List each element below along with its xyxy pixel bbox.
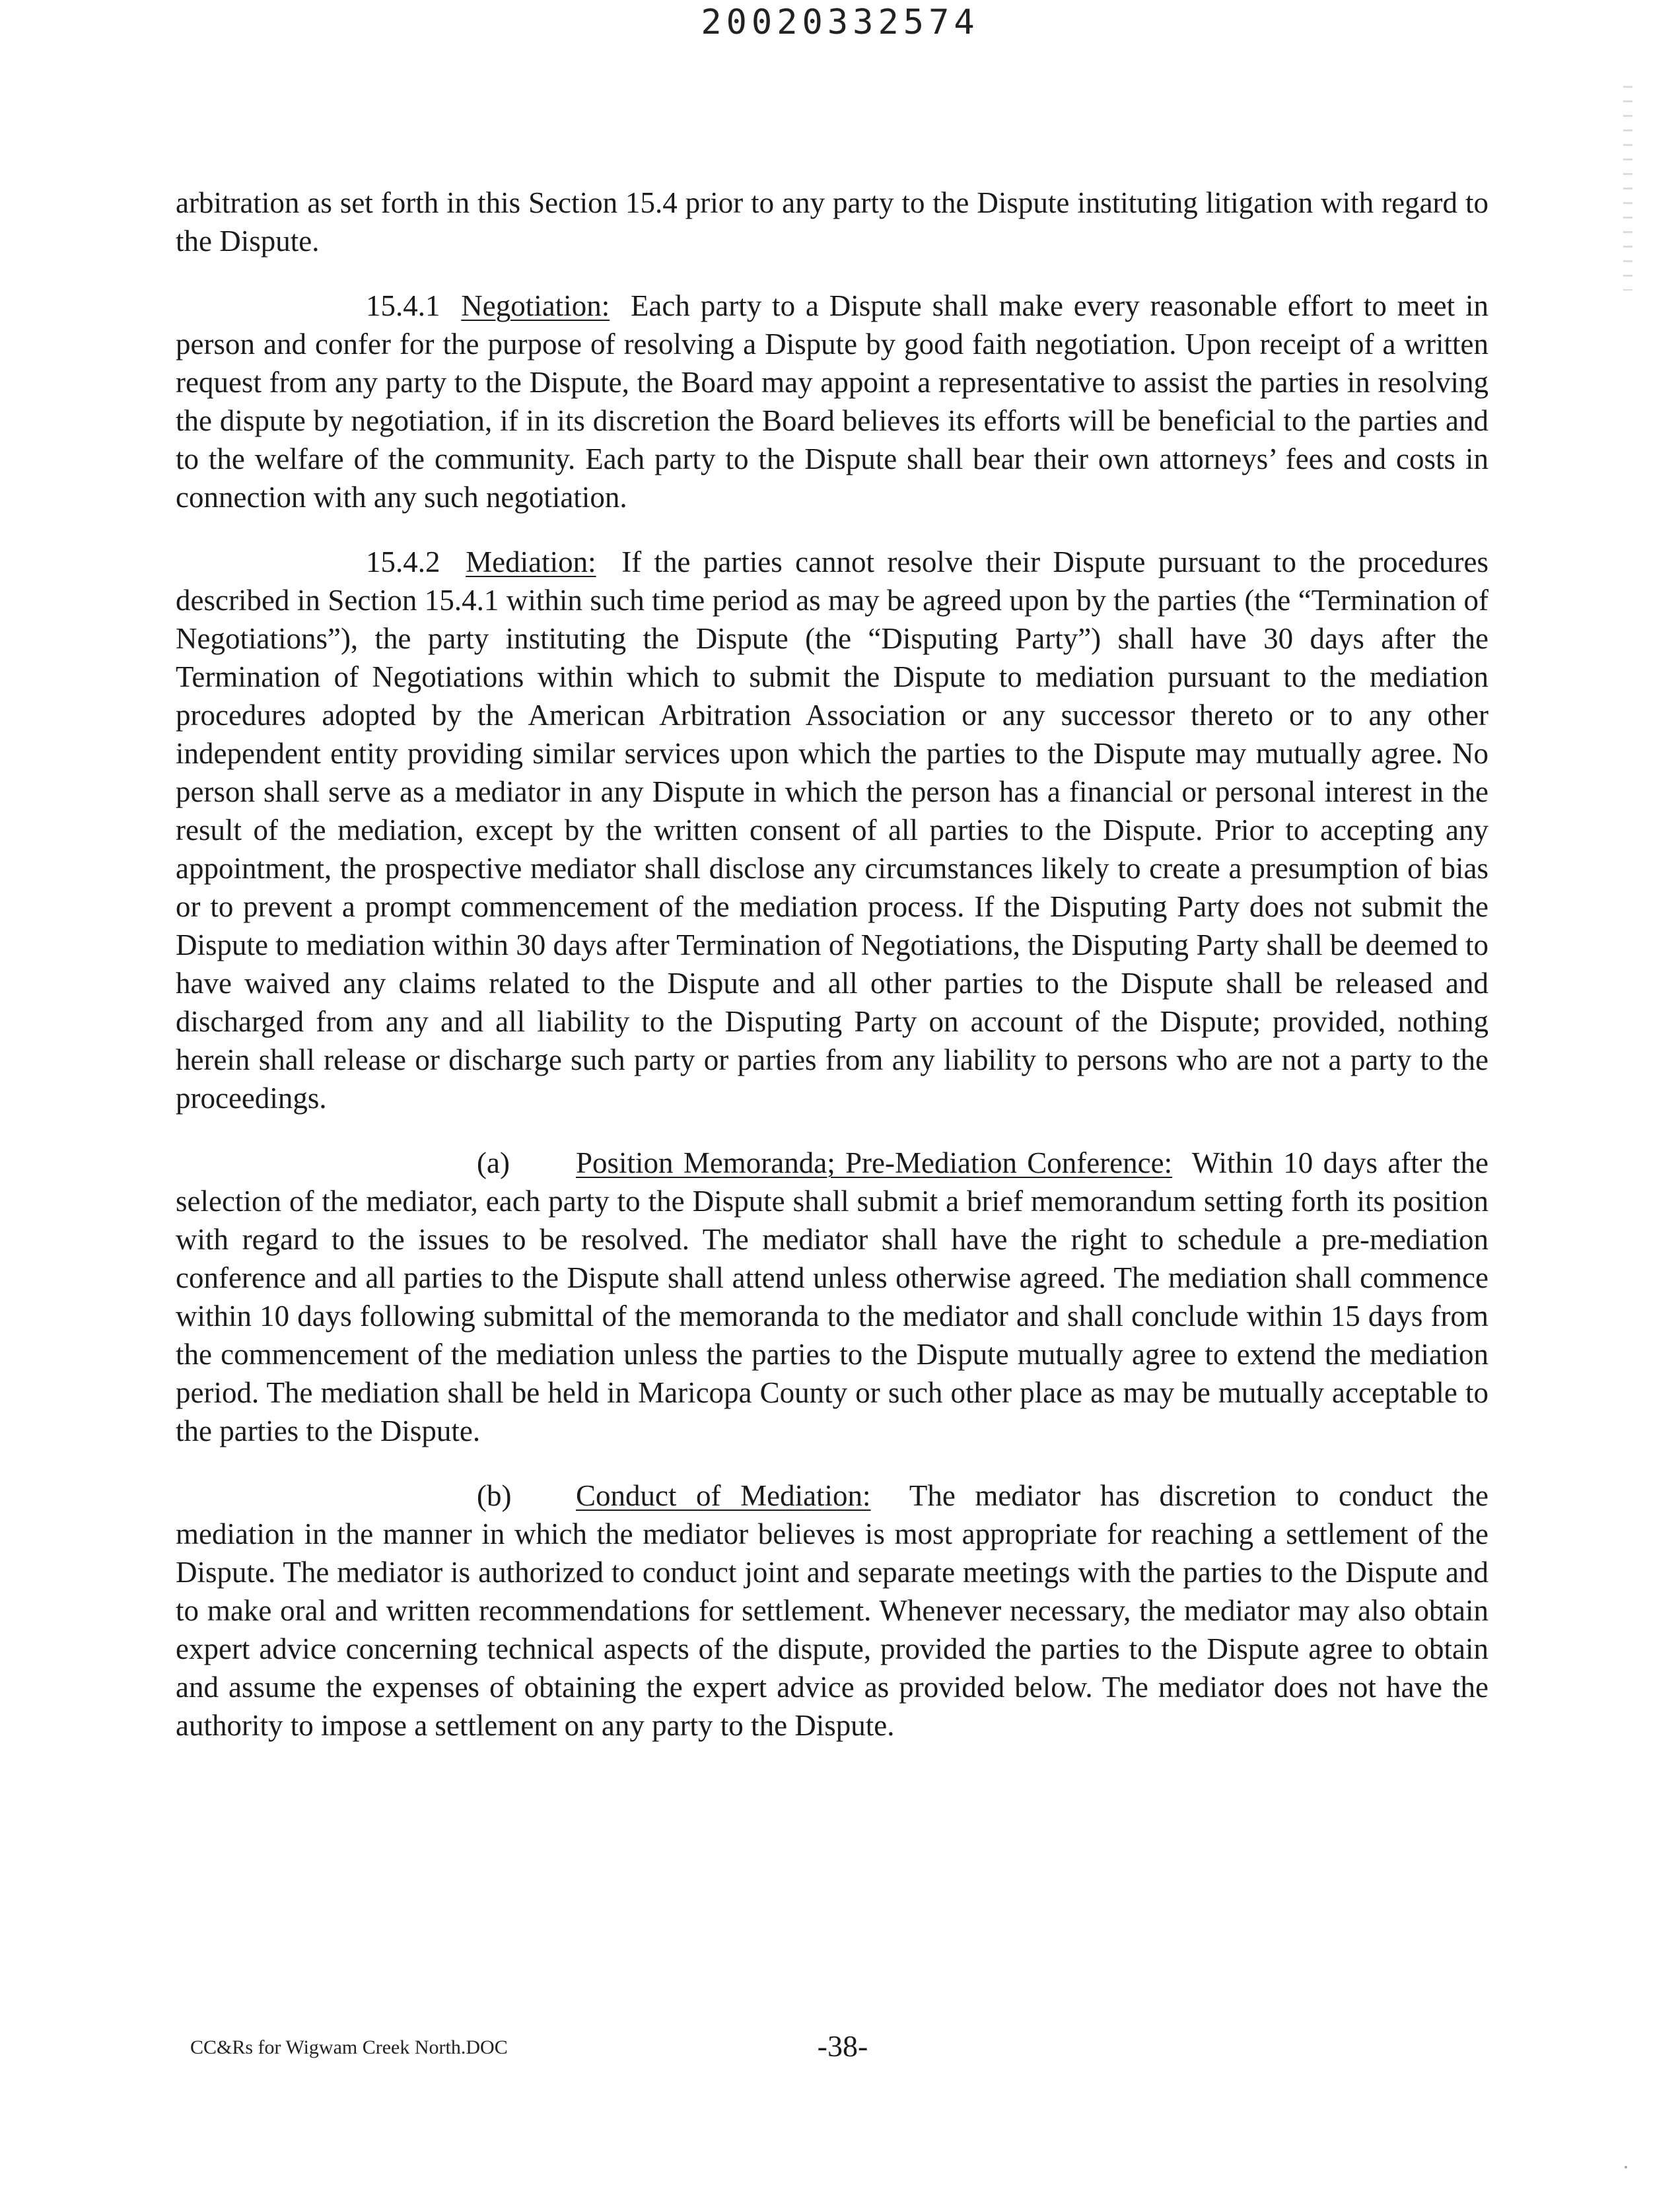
section-15-4-1-paragraph [176, 287, 1488, 516]
subsection-text: The mediator has discretion to conduct the mediation in the manner in which the mediator believes is most appropriate for reaching a settlement of the Dispute. The mediator is authorized to conduct joint and separate meetings with the parties to the Dispute and to make oral and written recommendations for settlement. Whenever necessary, the mediator may also obtain expert advice concerning technical aspects of the dispute, provided the parties to the Dispute agree to obtain and assume the expenses of obtaining the expert advice as provided below. The mediator does not have the authority to impose a settlement on any party to the Dispute. [176, 1479, 1489, 1742]
subsection-heading-position-memoranda: Position Memoranda; Pre-Mediation Conference: [576, 1146, 1173, 1179]
section-number: 15.4.1 [366, 289, 440, 322]
section-number: 15.4.2 [366, 545, 440, 578]
footer-page-number: -38- [817, 2029, 868, 2063]
subsection-heading-conduct-of-mediation: Conduct of Mediation: [576, 1479, 871, 1512]
subsection-letter: (a) [477, 1146, 510, 1179]
section-text: If the parties cannot resolve their Dispute pursuant to the procedures described in Section 15.4.1 within such time period as may be agreed upon by the parties (the “Termination of Negotiations”), the party instituting the Dispute (the “Disputing Party”) shall have 30 days after the Termination of Negotiations within which to submit the Dispute to mediation pursuant to the mediation procedures adopted by the American Arbitration Association or any successor thereto or to any other independent entity providing similar services upon which the parties to the Dispute may mutually agree. No person shall serve as a mediator in any Dispute in which the person has a financial or personal interest in the result of the mediation, except by the written consent of all parties to the Dispute. Prior to accepting any appointment, the prospective mediator shall disclose any circumstances likely to create a presumption of bias or to prevent a prompt commencement of the mediation process. If the Disputing Party does not submit the Dispute to mediation within 30 days after Termination of Negotiations, the Disputing Party shall be deemed to have waived any claims related to the Dispute and all other parties to the Dispute shall be released and discharged from any and all liability to the Disputing Party on account of the Dispute; provided, nothing herein shall release or discharge such party or parties from any liability to persons who are not a party to the proceedings. [176, 545, 1489, 1115]
section-15-4-2-paragraph [176, 543, 1488, 1117]
subsection-a-paragraph [176, 1144, 1488, 1450]
subsection-b-paragraph [176, 1476, 1488, 1745]
scan-artifact-dot [1625, 2166, 1627, 2169]
scan-artifact-marks [1623, 86, 1632, 291]
footer-file-name: CC&Rs for Wigwam Creek North.DOC [190, 2036, 508, 2058]
document-number: 20020332574 [701, 3, 979, 42]
section-heading-mediation: Mediation: [466, 545, 596, 578]
subsection-letter: (b) [477, 1479, 512, 1512]
subsection-text: Within 10 days after the selection of the mediator, each party to the Dispute shall submit a brief memorandum setting forth its position with regard to the issues to be resolved. The mediator shall have the right to schedule a pre-mediation conference and all parties to the Dispute shall attend unless otherwise agreed. The mediation shall commence within 10 days following submittal of the memoranda to the mediator and shall conclude within 15 days from the commencement of the mediation unless the parties to the Dispute mutually agree to extend the mediation period. The mediation shall be held in Maricopa County or such other place as may be mutually acceptable to the parties to the Dispute. [176, 1146, 1488, 1447]
section-text: Each party to a Dispute shall make every reasonable effort to meet in person and confer for the purpose of resolving a Dispute by good faith negotiation. Upon receipt of a written request from any party to the Dispute, the Board may appoint a representative to assist the parties in resolving the dispute by negotiation, if in its discretion the Board believes its efforts will be beneficial to the parties and to the welfare of the community. Each party to the Dispute shall bear their own attorneys’ fees and costs in connection with any such negotiation. [176, 289, 1489, 514]
intro-paragraph [176, 184, 1488, 260]
intro-text: arbitration as set forth in this Section 15.4 prior to any party to the Dispute instituting litigation with regard to the Dispute. [176, 186, 1488, 258]
section-heading-negotiation: Negotiation: [461, 289, 610, 322]
document-body [176, 184, 1488, 1771]
